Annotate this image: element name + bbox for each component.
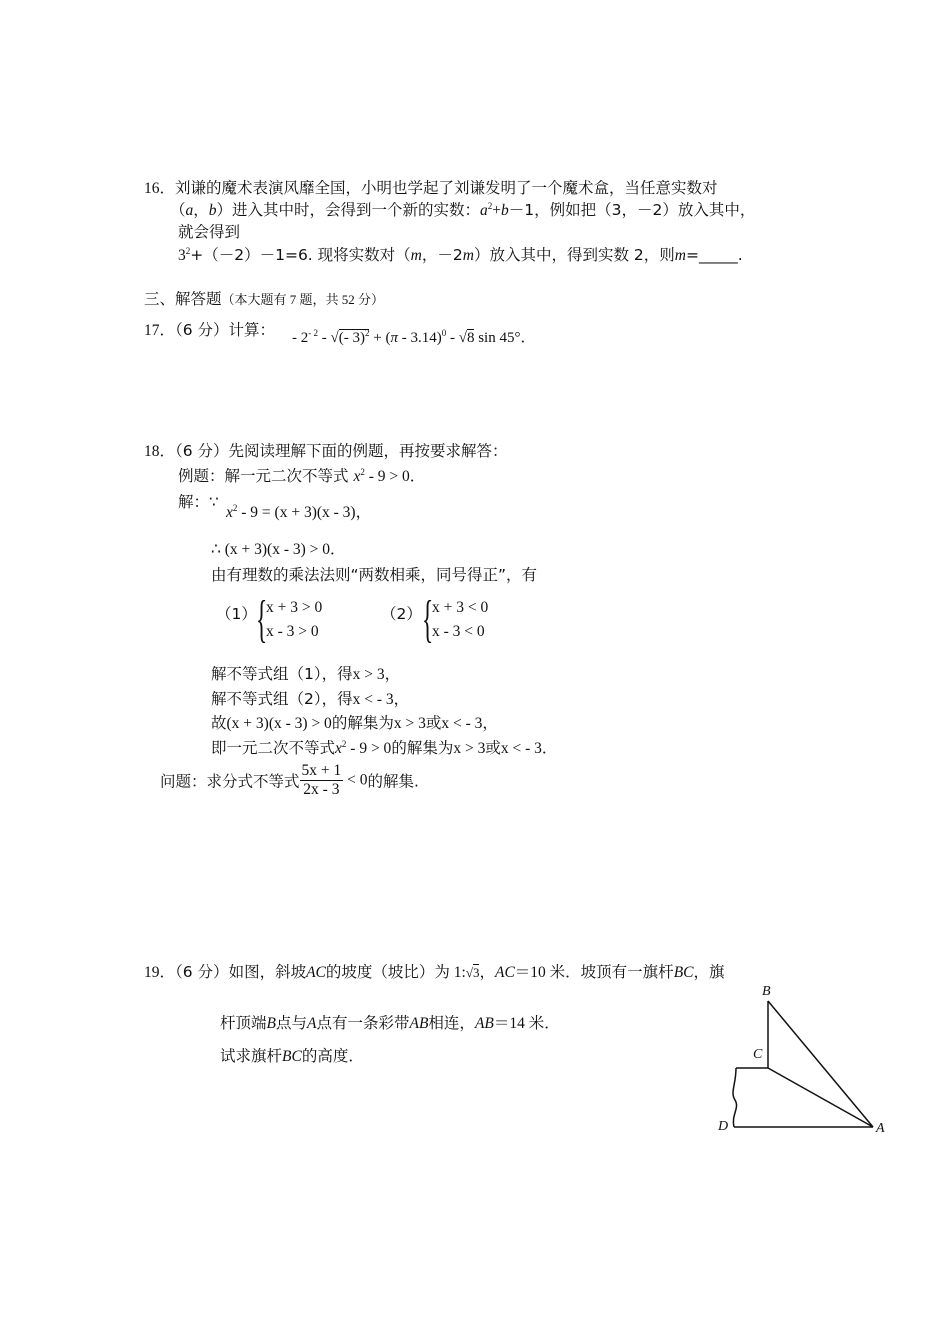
q19-line2-b: 点与 xyxy=(275,1015,307,1032)
q18-question-end: 的解集. xyxy=(367,772,419,791)
q18-res3-expr: (x + 3)(x - 3) > 0 xyxy=(226,715,332,732)
q18-res4-or: 或 xyxy=(485,739,501,757)
q18-res4-expr3: x < - 3 xyxy=(500,740,542,757)
q19-line2-d: 相连， xyxy=(428,1015,475,1032)
q16-three: 3 xyxy=(178,247,186,264)
q18-sys1-a: x + 3 > 0 xyxy=(266,599,323,616)
q18-system1-brace: { xyxy=(256,591,268,648)
q18-res4-sup: 2 xyxy=(341,739,347,749)
q18-res2-expr: x < - 3 xyxy=(352,691,394,708)
q18-sol-x: x xyxy=(226,504,233,521)
q18-system2-eq2 xyxy=(432,623,485,641)
q18-number: 18． xyxy=(144,443,176,460)
q18-solution-line1 xyxy=(226,500,371,522)
section3-heading xyxy=(144,287,384,309)
q19-line1-a: 如图，斜坡 xyxy=(228,964,307,981)
q17-sqrt-radicand xyxy=(339,329,370,346)
q18-sys2-a: x + 3 < 0 xyxy=(432,599,489,616)
q17-minus-314: - 3.14) xyxy=(397,330,442,346)
q19-point-a: A xyxy=(307,1015,317,1032)
q18-res2-end: ， xyxy=(393,690,410,708)
q19-line1 xyxy=(144,960,725,982)
q18-rule: 由有理数的乘法法则“两数相乘，同号得正”，有 xyxy=(211,566,538,584)
q18-res3-or: 或 xyxy=(425,714,442,732)
q18-res3-text-b: 的解集为 xyxy=(331,714,394,732)
q16-line1 xyxy=(144,176,718,198)
q18-result2 xyxy=(211,687,409,709)
q16-expr-rest: －1，例如把（3，－2）放入其中， xyxy=(508,201,756,219)
q18-solution-label: 解：∵ xyxy=(178,493,219,511)
q18-example-line xyxy=(178,464,425,486)
q19-line1-b: 的坡度（坡比）为 1: xyxy=(325,964,466,981)
q18-question-text: 问题：求分式不等式 xyxy=(160,772,300,791)
q19-line3-a: 试求旗杆 xyxy=(220,1048,283,1065)
q16-line2 xyxy=(170,198,755,220)
sqrt-icon: √ xyxy=(330,330,339,346)
q18-res3-text: 故 xyxy=(211,714,227,732)
section3-title: 三、解答题 xyxy=(144,290,222,308)
q18-example-rest: - 9 > 0 xyxy=(364,468,410,485)
q18-therefore-end: ． xyxy=(330,541,346,558)
q18-res2-text: 解不等式组（2），得 xyxy=(211,690,353,708)
q18-result3 xyxy=(211,711,498,733)
q17-neg-two-exp: - 2 xyxy=(308,328,318,338)
q19-ac2: AC xyxy=(494,964,515,981)
q16-text-line1: 刘谦的魔术表演风靡全国，小明也学起了刘谦发明了一个魔术盒，当任意实数对 xyxy=(175,179,718,197)
q16-line3: 就会得到 xyxy=(178,223,241,241)
q18-frac-numerator: 5x + 1 xyxy=(301,762,342,779)
q18-therefore: ∴ (x + 3)(x - 3) > 0 xyxy=(211,541,331,558)
q19-bc2: BC xyxy=(282,1048,302,1065)
q19-line3 xyxy=(220,1044,364,1066)
q18-solution-line2 xyxy=(211,537,346,559)
q18-example-x: x xyxy=(353,468,361,485)
q18-system1-eq2 xyxy=(266,623,319,641)
q16-comma: ， xyxy=(193,201,209,219)
sqrt-icon: √ xyxy=(458,330,467,346)
q18-res3-end: ， xyxy=(482,714,498,732)
q16-var-m: m xyxy=(410,247,422,264)
q16-line4-text-c: ，－2 xyxy=(421,246,463,264)
q18-system2-eq1 xyxy=(432,599,488,617)
q19-line2 xyxy=(220,1011,560,1033)
q19-line2-a: 杆顶端 xyxy=(220,1015,267,1032)
q17-number: 17． xyxy=(144,322,176,339)
ribbon-ab xyxy=(768,1001,873,1127)
q19-ab: AB xyxy=(409,1015,429,1032)
q18-frac-denominator: 2x - 3 xyxy=(303,781,340,798)
q16-answer-blank: =_____. xyxy=(685,246,743,264)
q16-number: 16． xyxy=(144,180,176,197)
q18-sol-factor: - 9 = (x + 3)(x - 3) xyxy=(237,504,356,521)
q19-line2-c: 点有一条彩带 xyxy=(316,1015,410,1032)
q19-line1-c: ， xyxy=(479,964,495,981)
q17-label: （6 分）计算： xyxy=(175,321,276,339)
q18-res1-text: 解不等式组（1），得 xyxy=(211,665,353,683)
q17-zero-exp: 0 xyxy=(441,328,447,338)
q18-result1 xyxy=(211,662,400,684)
q16-three-sup: 2 xyxy=(185,246,191,256)
q19-ab2: AB xyxy=(474,1015,494,1032)
figure-label-d: D xyxy=(718,1119,729,1134)
q18-res4-expr2: x > 3 xyxy=(453,740,486,757)
q18-res3-expr3: x < - 3 xyxy=(441,715,483,732)
q17-sin45: sin 45° xyxy=(474,330,521,346)
q18-res1-end: ， xyxy=(384,665,401,683)
q16-var-b: b xyxy=(208,202,217,219)
q16-line4-text-d: ）放入其中，得到实数 2，则 xyxy=(473,246,675,264)
sqrt-icon: √ xyxy=(465,965,473,980)
q17-minus: - xyxy=(318,330,331,346)
q19-line1-e: ，旗 xyxy=(693,964,725,981)
q18-sys1-b: x - 3 > 0 xyxy=(266,623,319,640)
q18-system2-label: （2） xyxy=(381,605,422,623)
q18-question xyxy=(160,762,419,799)
q18-system2-brace: { xyxy=(422,591,434,648)
q16-paren-open: （ xyxy=(170,201,186,219)
q19-line3-b: 的高度． xyxy=(301,1048,364,1065)
q18-sol-comma: ， xyxy=(355,504,372,521)
q18-question-lt: < 0 xyxy=(343,771,368,789)
q18-res4-x: x xyxy=(335,740,342,757)
figure-label-a: A xyxy=(876,1121,885,1136)
q16-expr-sup: 2 xyxy=(487,201,493,211)
q16-expr-a: a xyxy=(480,202,488,219)
q18-result4 xyxy=(211,736,557,758)
q17-line xyxy=(144,318,275,340)
figure-label-b: B xyxy=(762,984,771,999)
q18-intro-line xyxy=(144,439,508,461)
q19-sqrt3: 3 xyxy=(472,965,480,980)
q16-var-m2: m xyxy=(462,247,474,264)
q16-var-m3: m xyxy=(674,247,686,264)
q16-var-a: a xyxy=(185,202,194,219)
q18-res4-text-b: 的解集为 xyxy=(391,739,454,757)
q16-line4 xyxy=(178,243,743,265)
q19-number: 19． xyxy=(144,964,176,981)
q18-example-sup: 2 xyxy=(360,467,365,477)
q17-sqrt-inner: (- 3) xyxy=(338,330,365,346)
q18-res1-expr: x > 3 xyxy=(352,666,385,683)
q18-res3-expr2: x > 3 xyxy=(393,715,426,732)
q18-fraction xyxy=(300,762,344,799)
q17-expression xyxy=(292,326,535,347)
q16-text-line2: ）进入其中时，会得到一个新的实数： xyxy=(216,201,481,219)
q16-expr-plus: + xyxy=(492,202,502,219)
q17-minus-two: - 2 xyxy=(292,330,309,346)
q19-label: （6 分） xyxy=(175,963,229,981)
q17-plus: + ( xyxy=(369,330,391,346)
q19-ac: AC xyxy=(306,964,326,981)
q18-res4-text: 即一元二次不等式 xyxy=(211,739,336,757)
q18-sol-sup: 2 xyxy=(232,503,238,513)
q17-pi: π xyxy=(390,330,398,346)
q19-point-b: B xyxy=(266,1015,276,1032)
q18-system1-eq1 xyxy=(266,599,322,617)
figure-label-c: C xyxy=(753,1047,763,1062)
break-line xyxy=(733,1068,737,1127)
q18-system1-label: （1） xyxy=(216,605,257,623)
q18-res4-end: ． xyxy=(541,739,558,757)
q17-minus2: - xyxy=(446,330,459,346)
q17-sqrt-sup: 2 xyxy=(364,328,370,338)
q18-intro: （6 分）先阅读理解下面的例题，再按要求解答： xyxy=(175,442,508,460)
q16-line4-text: +（－2）－1=6. 现将实数对（ xyxy=(190,246,411,264)
q16-expr-b: b xyxy=(501,202,509,219)
q19-line2-e: ＝14 米． xyxy=(493,1015,560,1032)
q18-example-label: 例题：解一元二次不等式 xyxy=(178,467,349,485)
q18-sys2-b: x - 3 < 0 xyxy=(432,623,485,640)
q18-example-end: ． xyxy=(409,467,426,485)
q19-line1-d: ＝10 米．坡顶有一旗杆 xyxy=(514,964,674,981)
section3-note: （本大题有 7 题，共 52 分） xyxy=(221,292,385,307)
q19-bc: BC xyxy=(673,964,694,981)
q18-res4-rest: - 9 > 0 xyxy=(346,740,392,757)
q17-sqrt8: 8 xyxy=(466,330,475,346)
slope-ac xyxy=(768,1068,873,1127)
q17-end: ． xyxy=(520,330,536,346)
